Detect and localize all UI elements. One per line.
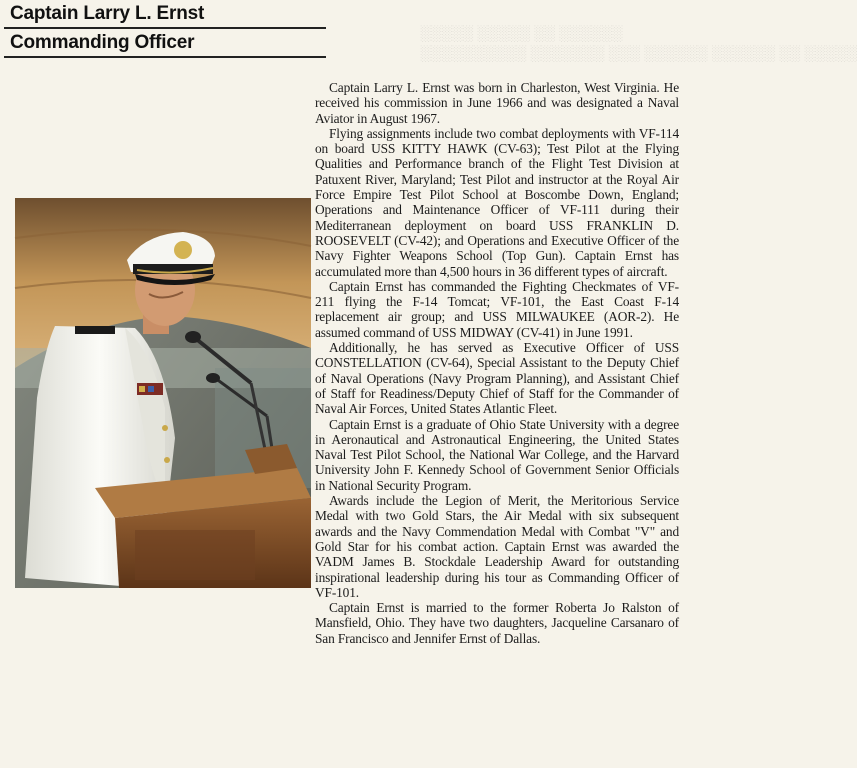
bio-paragraph-birth: Captain Larry L. Ernst was born in Charleston, West Virginia. He received his commission in June 1966 and was designated a Naval Aviator in August 1967. <box>315 80 679 126</box>
bio-paragraph-staff: Additionally, he has served as Executive Officer of USS CONSTELLATION (CV-64), Special Assistant to the Deputy Chief of Naval Operations (Navy Program Planning), and Assistant Chief of Staff for Readiness/Deputy Chief of Staff for the Commander of Naval Air Forces, United States Atlantic Fleet. <box>315 340 679 417</box>
cap-insignia <box>174 241 192 259</box>
bio-paragraph-education: Captain Ernst is a graduate of Ohio State University with a degree in Aeronautical and Astronautical Engineering, the United States Naval Test Pilot School, the National War College, and the Harvard University John F. Kennedy School of Government Senior Officials in National Security Program. <box>315 416 679 493</box>
bio-paragraph-awards: Awards include the Legion of Merit, the Meritorious Service Medal with two Gold Stars, the Air Medal with six subsequent awards and the Navy Commendation Medal with Combat "V" and Gold Star for his combat action. Captain Ernst was awarded the VADM James B. Stockdale Leadership Award for outstanding inspirational leadership during his tour as Commanding Officer of VF-101. <box>315 493 679 600</box>
bio-paragraph-assignments: Flying assignments include two combat deployments with VF-114 on board USS KITTY HAWK (CV-63); Test Pilot at the Flying Qualities and Performance branch of the Flight Test Division at Patuxent River, Maryland; Test Pilot and instructor at the Royal Air Force Empire Test Pilot School at Boscombe Down, England; Operations and Maintenance Officer of VF-111 during their Mediterranean deployment on board USS FRANKLIN D. ROOSEVELT (CV-42); and Operations and Executive Officer of the Navy Fighter Weapons School (Top Gun). Captain Ernst has accumulated more than 4,500 hours in 36 different types of aircraft. <box>315 125 679 279</box>
header <box>0 0 330 58</box>
microphone-icon <box>185 331 201 343</box>
page-title: Captain Larry L. Ernst <box>10 3 205 24</box>
page-subtitle: Commanding Officer <box>10 32 195 53</box>
show-through-text: ░░░░░ ░░░░░ ░░ ░░░░░░ ░░░░░░░░░░ ░░░░░░░ ░░░ ░░░░░░ ░░░░░░ ░░ ░░░░░ <box>420 26 857 62</box>
bio-paragraph-commands: Captain Ernst has commanded the Fighting Checkmates of VF-211 flying the F-14 Tomcat; VF-101, the East Coast F-14 replacement air group; and USS MILWAUKEE (AOR-2). He assumed command of USS MIDWAY (CV-41) in June 1991. <box>315 278 679 340</box>
bio-paragraph-family: Captain Ernst is married to the former Roberta Jo Ralston of Mansfield, Ohio. They have two daughters, Jacqueline Carsanaro of San Francisco and Jennifer Ernst of Dallas. <box>315 600 679 646</box>
bio-text <box>315 80 679 646</box>
subtitle-divider <box>4 56 326 58</box>
captain-photo <box>15 198 311 588</box>
